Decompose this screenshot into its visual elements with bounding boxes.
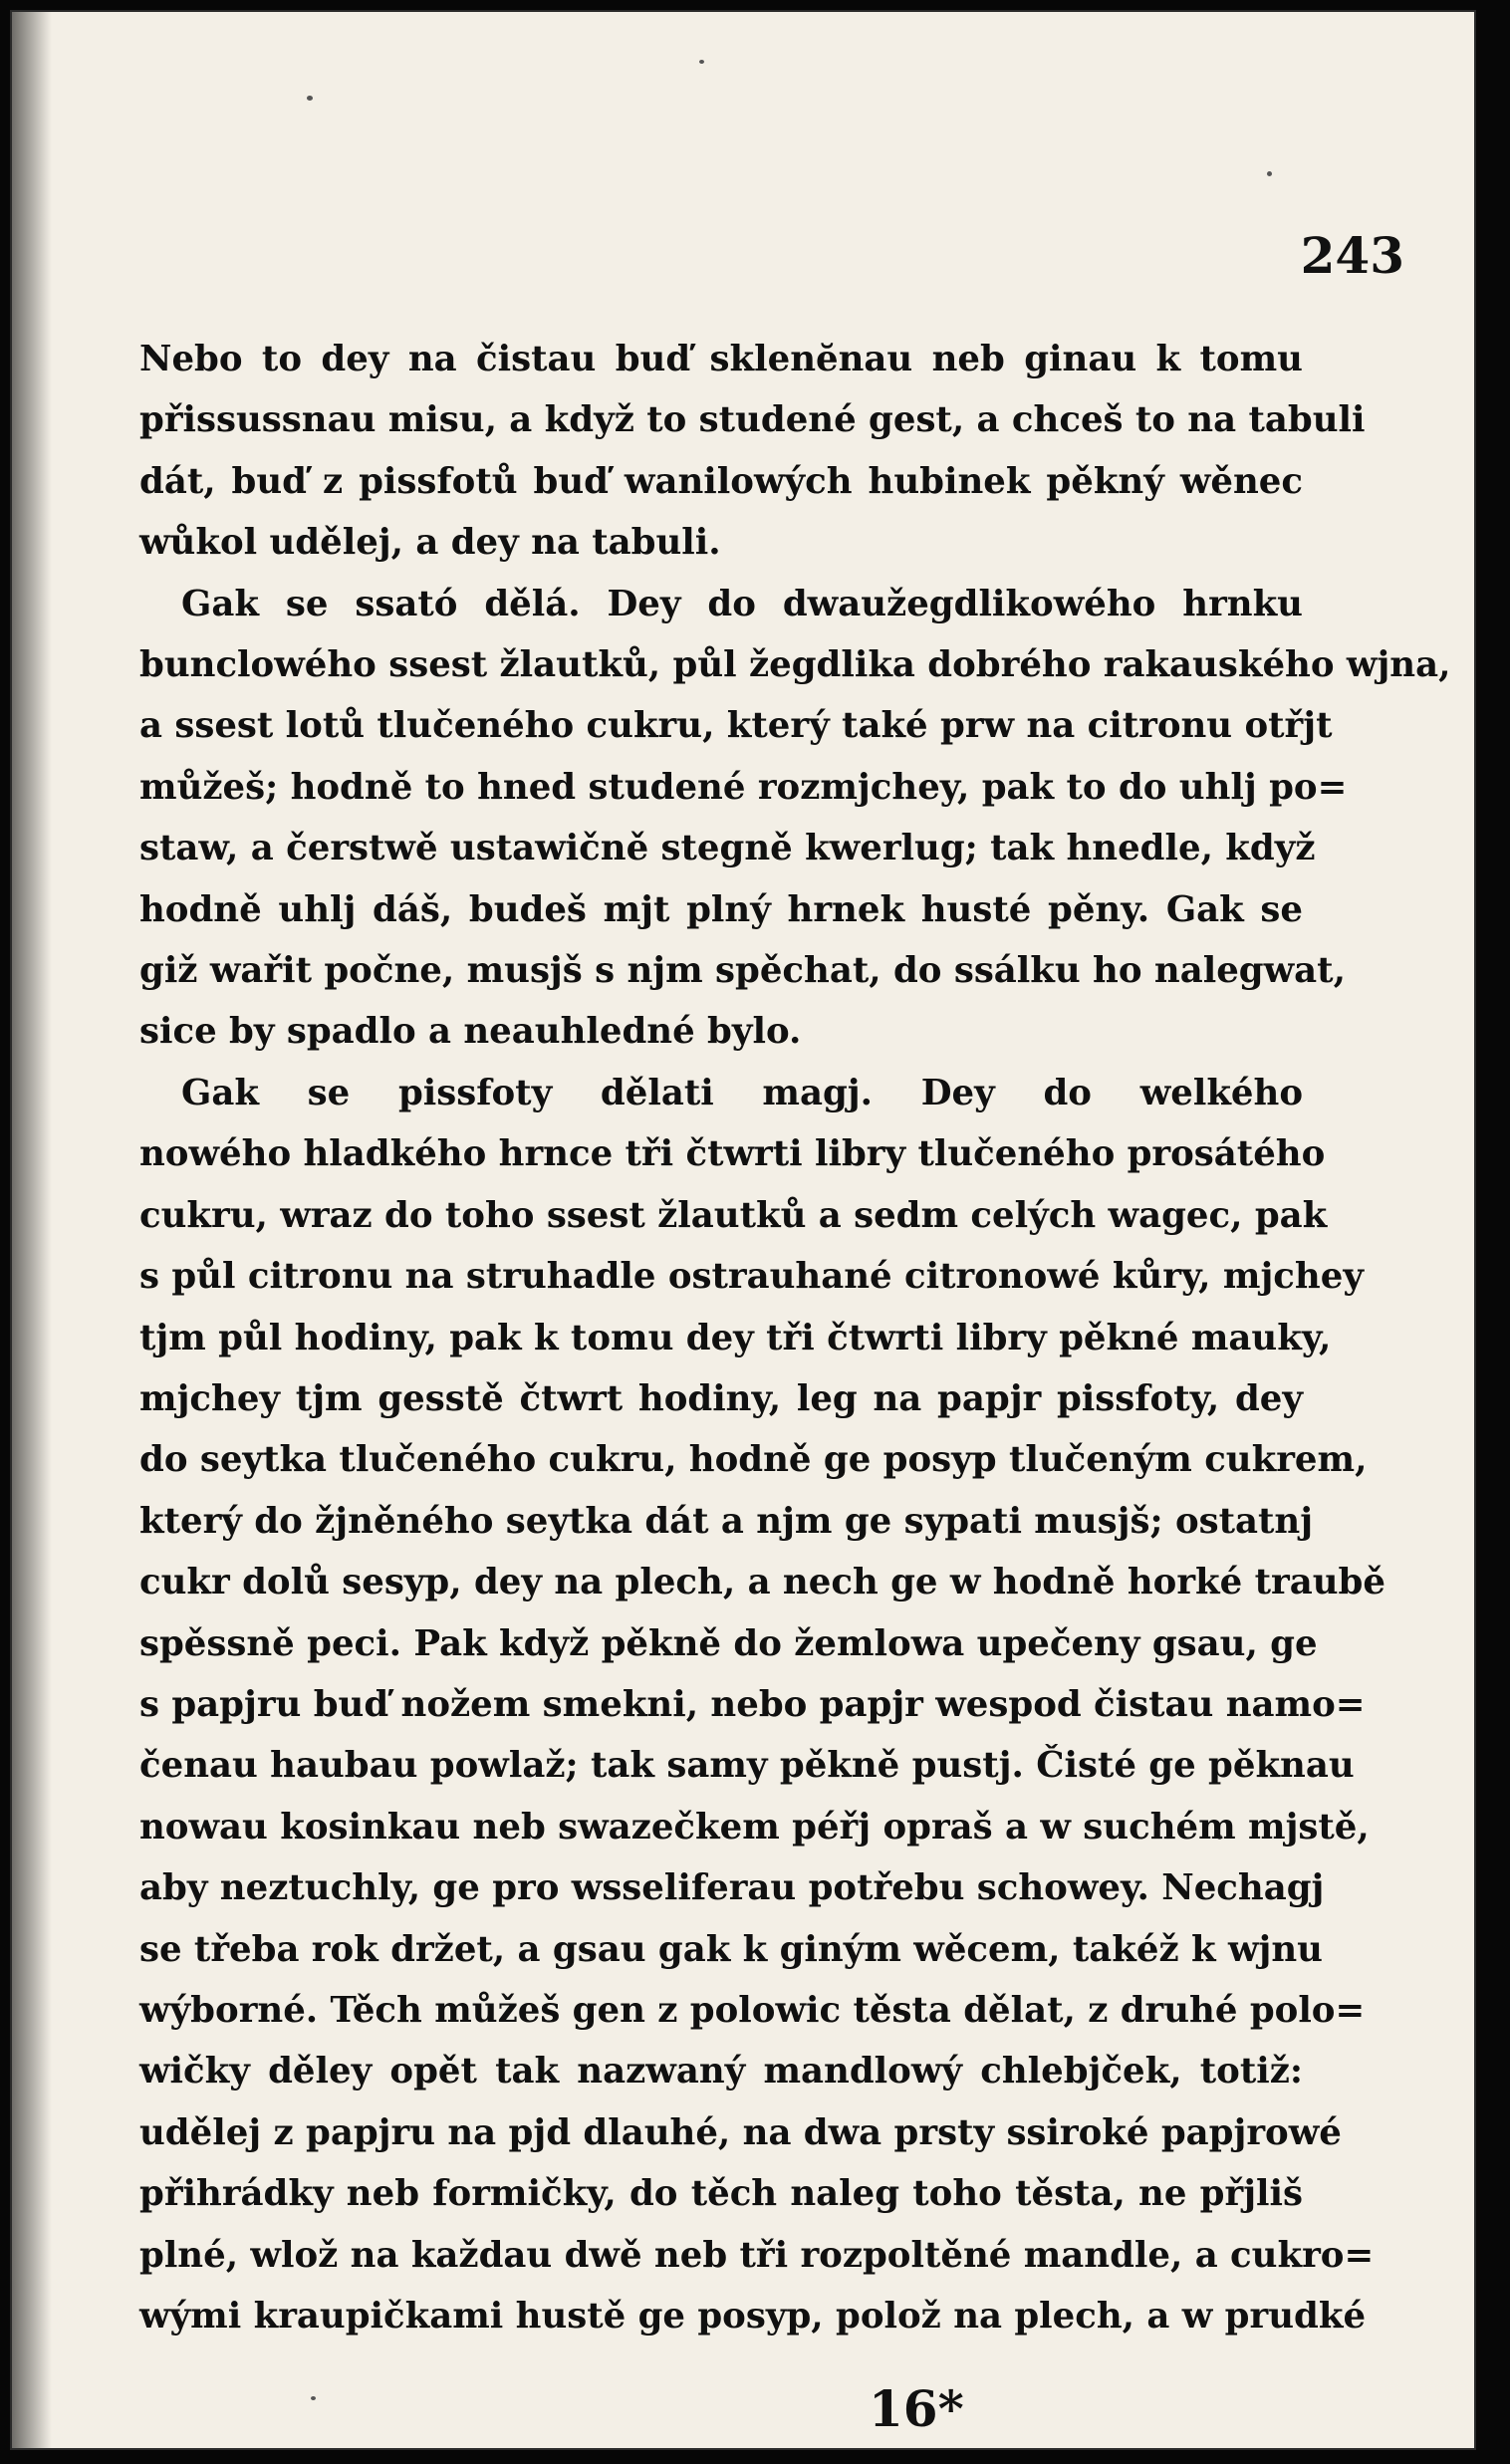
text-line: wůkol udělej, a dey na tabuli.	[139, 522, 721, 564]
text-line: spěssně peci. Pak když pěkně do žemlowa upečeny gsau, ge	[139, 1622, 1318, 1664]
text-line: s půl citronu na struhadle ostrauhané citronowé kůry, mjchey	[139, 1256, 1364, 1298]
paper-speck	[699, 60, 704, 64]
text-line: aby neztuchly, ge pro wsseliferau potřebu schowey. Nechagj	[139, 1867, 1325, 1909]
printer-signature: 16*	[869, 2379, 964, 2438]
text-line: přihrádky neb formičky, do těch naleg toho těsta, ne přjliš	[139, 2173, 1303, 2215]
text-line: s papjru buď nožem smekni, nebo papjr wespod čistau namo=	[139, 1683, 1366, 1725]
text-line: hodně uhlj dáš, budeš mjt plný hrnek husté pěny. Gak se	[139, 888, 1303, 930]
text-line: giž wařit počne, musjš s njm spěchat, do ssálku ho nalegwat,	[139, 950, 1346, 992]
text-line: do seytka tlučeného cukru, hodně ge posyp tlučeným cukrem,	[139, 1439, 1368, 1481]
page-edge-shadow	[12, 12, 52, 2448]
text-line: můžeš; hodně to hned studené rozmjchey, pak to do uhlj po=	[139, 766, 1348, 808]
text-line: tjm půl hodiny, pak k tomu dey tři čtwrti libry pěkné mauky,	[139, 1317, 1332, 1358]
paper-speck	[1267, 171, 1272, 176]
text-line: který do žjněného seytka dát a njm ge sypati musjš; ostatnj	[139, 1500, 1314, 1542]
page-number: 243	[1300, 226, 1404, 285]
book-page	[12, 12, 1474, 2448]
text-line: wými kraupičkami hustě ge posyp, polož na plech, a w prudké	[139, 2296, 1367, 2337]
text-line: Gak se ssató dělá. Dey do dwaužegdlikowého hrnku	[181, 583, 1303, 624]
text-line: cukru, wraz do toho ssest žlautků a sedm celých wagec, pak	[139, 1194, 1328, 1236]
paper-speck	[307, 96, 313, 101]
text-line: mjchey tjm gesstě čtwrt hodiny, leg na papjr pissfoty, dey	[139, 1377, 1303, 1419]
text-line: staw, a čerstwě ustawičně stegně kwerlug; tak hnedle, když	[139, 828, 1316, 869]
text-line: wičky děley opět tak nazwaný mandlowý chlebjček, totiž:	[139, 2051, 1303, 2093]
paragraph	[139, 574, 1451, 1063]
text-line: přissussnau misu, a když to studené gest, a chceš to na tabuli	[139, 399, 1366, 441]
text-line: plné, wlož na každau dwě neb tři rozpoltěné mandle, a cukro=	[139, 2234, 1375, 2276]
text-line: sice by spadlo a neauhledné bylo.	[139, 1011, 802, 1053]
text-line: Nebo to dey na čistau buď sklenĕnau neb ginau k tomu	[139, 339, 1303, 379]
text-line: nowau kosinkau neb swazečkem péřj opraš a w suchém mjstě,	[139, 1806, 1370, 1848]
text-line: dát, buď z pissfotů buď wanilowých hubinek pěkný wěnec	[139, 460, 1303, 502]
text-line: a ssest lotů tlučeného cukru, který také prw na citronu otřjt	[139, 705, 1333, 747]
text-line: bunclowého ssest žlautků, půl žegdlika dobrého rakauského wjna,	[139, 644, 1451, 686]
text-line: Gak se pissfoty dělati magj. Dey do welkého	[181, 1072, 1303, 1113]
text-line: čenau haubau powlaž; tak samy pěkně pustj. Čisté ge pěknau	[139, 1745, 1355, 1787]
text-line: cukr dolů sesyp, dey na plech, a nech ge w hodně horké traubě	[139, 1562, 1385, 1603]
body-text	[139, 329, 1451, 2346]
text-line: se třeba rok držet, a gsau gak k giným wěcem, takéž k wjnu	[139, 1928, 1323, 1970]
paper-speck	[311, 2396, 316, 2400]
text-line: wýborné. Těch můžeš gen z polowic těsta dělat, z druhé polo=	[139, 1989, 1366, 2031]
text-line: udělej z papjru na pjd dlauhé, na dwa prsty ssiroké papjrowé	[139, 2111, 1342, 2153]
paragraph	[139, 329, 1366, 574]
paragraph	[139, 1063, 1385, 2347]
text-line: nowého hladkého hrnce tři čtwrti libry tlučeného prosátého	[139, 1133, 1326, 1175]
